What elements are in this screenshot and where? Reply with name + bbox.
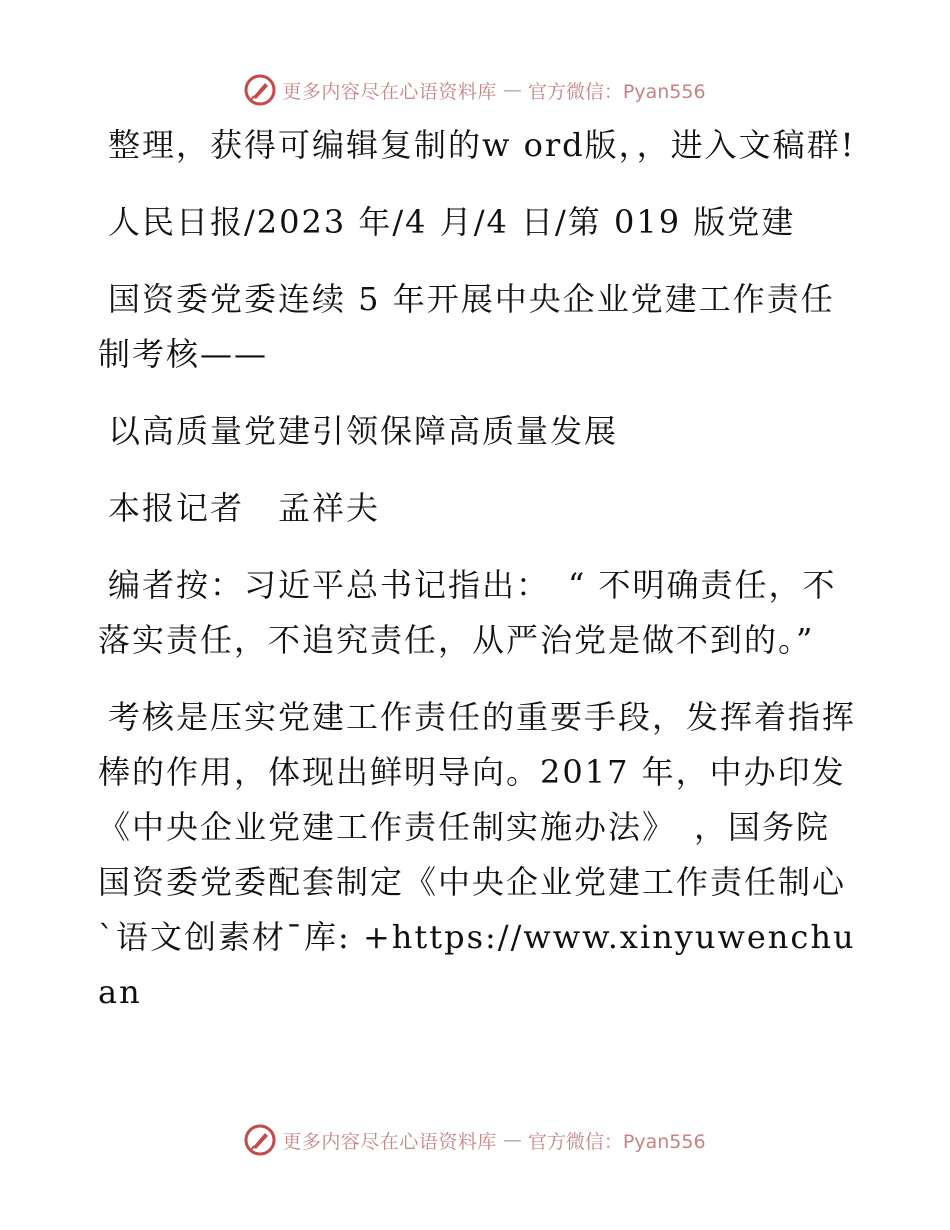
banner-brand-text: 更多内容尽在心语资料库 — [282, 1130, 497, 1153]
document-body — [98, 118, 858, 1020]
red-quill-seal-icon — [244, 74, 276, 106]
source-line: 人民日报/2023 年/4 月/4 日/第 019 版党建 — [108, 203, 796, 241]
subheadline: 以高质量党建引领保障高质量发展 — [108, 412, 619, 450]
headline: 国资委党委连续 5 年开展中央企业党建工作责任制考核—— — [98, 280, 835, 373]
body-paragraph: 考核是压实党建工作责任的重要手段，发挥着指挥棒的作用，体现出鲜明导向。2017 年，中办印发《中央企业党建工作责任制实施办法》 ，国务院国资委党委配套制定《中央企业党建工作责任制心`语文创素材¯库: +https://www.xinyuwenchuan — [98, 698, 857, 1011]
banner-wechat-text: 官方微信：Pyan556 — [527, 80, 706, 103]
footer-watermark-banner — [0, 1120, 950, 1160]
header-watermark-banner — [0, 70, 950, 110]
banner-separator: — — [502, 79, 522, 101]
byline: 本报记者 孟祥夫 — [108, 489, 381, 527]
banner-brand-text: 更多内容尽在心语资料库 — [282, 80, 497, 103]
intro-paragraph: 整理，获得可编辑复制的w ord版，，进入文稿群! — [108, 126, 856, 164]
banner-separator: — — [502, 1129, 522, 1151]
red-quill-seal-icon — [244, 1124, 276, 1156]
banner-wechat-text: 官方微信：Pyan556 — [527, 1130, 706, 1153]
editor-note-paragraph: 编者按：习近平总书记指出： “ 不明确责任，不落实责任，不追究责任，从严治党是做不到的。” — [98, 566, 837, 659]
